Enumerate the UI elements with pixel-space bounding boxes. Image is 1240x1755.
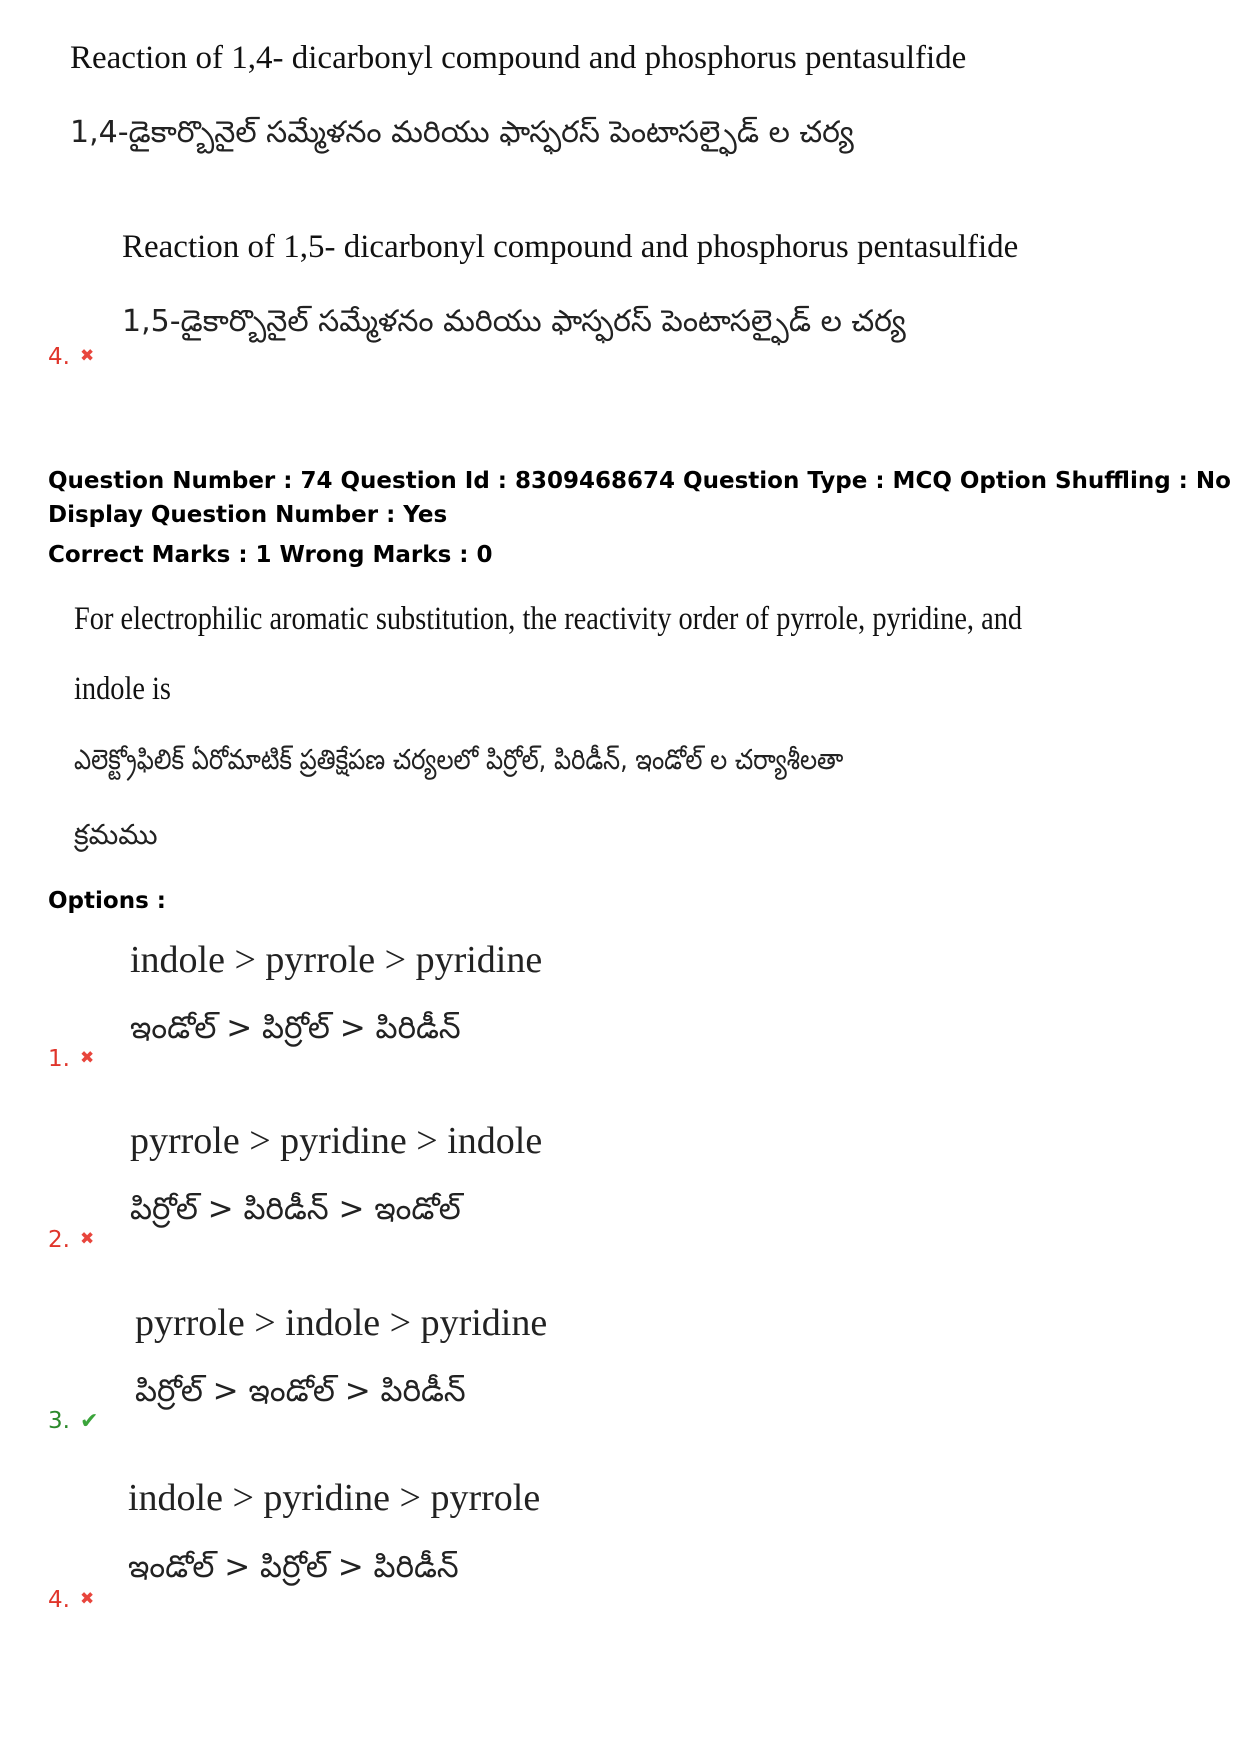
question-text-telugu-line1: ఎలెక్ట్రోఫిలిక్ ఏరోమాటిక్ ప్రతిక్షేపణ చర్యలలో పిర్రోల్, పిరిడీన్, ఇండోల్ ల చర్యాశీలతా — [74, 743, 844, 776]
option4-number — [48, 1587, 94, 1613]
question-marks: Correct Marks : 1 Wrong Marks : 0 — [48, 542, 493, 568]
option4-number-text: 4. — [48, 1587, 70, 1613]
option3-number — [48, 1408, 98, 1434]
prev-option4-english: Reaction of 1,5- dicarbonyl compound and phosphorus pentasulfide — [122, 229, 1019, 265]
prev-option4-number — [48, 344, 94, 370]
check-icon: ✔ — [79, 1409, 99, 1434]
prev-option3-english: Reaction of 1,4- dicarbonyl compound and phosphorus pentasulfide — [70, 40, 967, 76]
cross-icon: ✖ — [79, 1229, 95, 1249]
question-text-telugu-line2: క్రమము — [74, 818, 158, 851]
question-text-english-line2: indole is — [74, 671, 171, 707]
prev-option4-telugu: 1,5-డైకార్బొనైల్ సమ్మేళనం మరియు ఫాస్ఫరస్ పెంటాసల్ఫైడ్ ల చర్య — [122, 304, 906, 339]
option4-telugu: ఇండోల్ > పిర్రోల్ > పిరిడీన్ — [128, 1549, 459, 1585]
cross-icon: ✖ — [79, 1589, 95, 1609]
option1-english: indole > pyrrole > pyridine — [130, 939, 543, 981]
option3-telugu: పిర్రోల్ > ఇండోల్ > పిరిడీన్ — [135, 1373, 466, 1409]
option4-english: indole > pyridine > pyrrole — [128, 1477, 541, 1519]
cross-icon: ✖ — [79, 1048, 95, 1068]
cross-icon: ✖ — [79, 346, 95, 366]
option1-telugu: ఇండోల్ > పిర్రోల్ > పిరిడీన్ — [130, 1010, 461, 1046]
prev-option4-number-text: 4. — [48, 344, 70, 370]
question-meta-line1: Question Number : 74 Question Id : 8309468674 Question Type : MCQ Option Shuffling : No — [48, 468, 1231, 494]
option2-telugu: పిర్రోల్ > పిరిడీన్ > ఇండోల్ — [130, 1191, 461, 1227]
option1-number-text: 1. — [48, 1046, 70, 1072]
option3-number-text: 3. — [48, 1408, 70, 1434]
option2-english: pyrrole > pyridine > indole — [130, 1120, 543, 1162]
option1-number — [48, 1046, 94, 1072]
question-text-english-line1: For electrophilic aromatic substitution, the reactivity order of pyrrole, pyridine, and — [74, 601, 1023, 637]
options-label: Options : — [48, 888, 166, 914]
option2-number-text: 2. — [48, 1227, 70, 1253]
option2-number — [48, 1227, 94, 1253]
question-meta-line2: Display Question Number : Yes — [48, 502, 448, 528]
option3-english: pyrrole > indole > pyridine — [135, 1302, 548, 1344]
prev-option3-telugu: 1,4-డైకార్బొనైల్ సమ్మేళనం మరియు ఫాస్ఫరస్ పెంటాసల్ఫైడ్ ల చర్య — [70, 115, 854, 150]
